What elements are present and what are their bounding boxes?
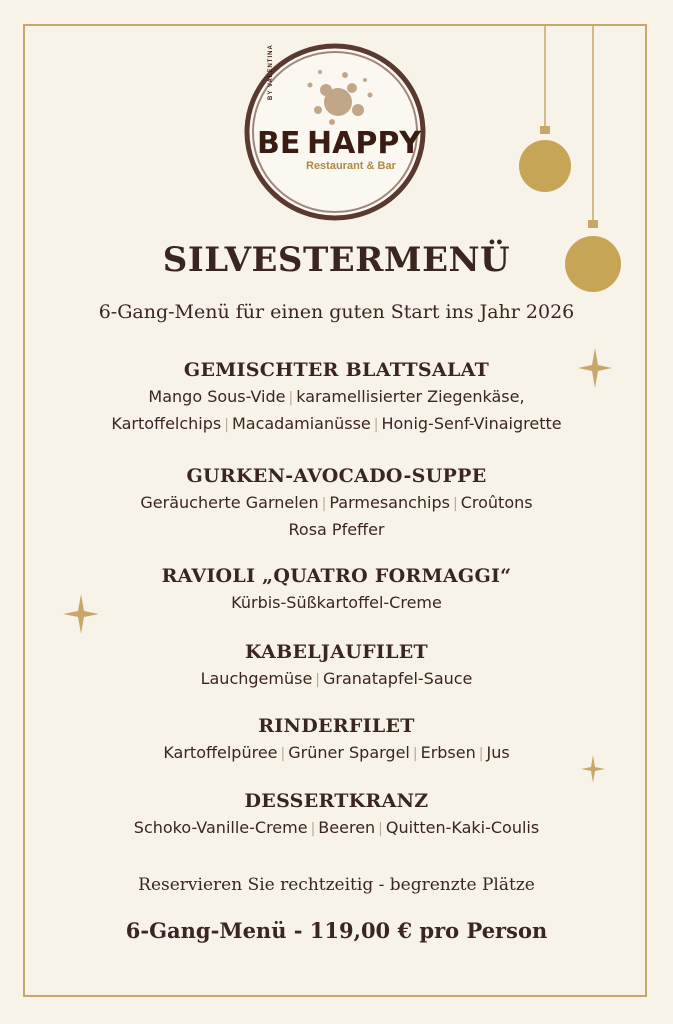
- course-ingredient: karamellisierter Ziegenkäse,: [296, 387, 525, 406]
- course-ingredient: Schoko-Vanille-Creme: [133, 818, 308, 837]
- item-separator: |: [224, 417, 229, 433]
- course-title: RINDERFILET: [258, 715, 415, 737]
- course-item: [40, 787, 633, 842]
- course-ingredient: Granatapfel-Sauce: [323, 669, 473, 688]
- item-separator: |: [412, 746, 418, 762]
- course-ingredient: Lauchgemüse: [200, 669, 313, 688]
- course-description-line: [40, 490, 633, 517]
- course-ingredient: Kürbis-Süßkartoffel-Creme: [231, 593, 442, 612]
- course-ingredient: Mango Sous-Vide: [148, 387, 286, 406]
- course-description-line: [40, 815, 633, 842]
- menu-subtitle: 6-Gang-Menü für einen guten Start ins Jahr 2026: [98, 301, 575, 323]
- course-ingredient: Quitten-Kaki-Coulis: [385, 818, 540, 837]
- course-description-line: [40, 666, 633, 693]
- reservation-note: Reservieren Sie rechtzeitig - begrenzte Plätze: [138, 875, 535, 895]
- logo-brand-be: BE: [257, 126, 301, 161]
- menu-title: SILVESTERMENÜ: [162, 240, 511, 280]
- price-line: 6-Gang-Menü - 119,00 € pro Person: [125, 918, 548, 943]
- course-ingredient: Honig-Senf-Vinaigrette: [381, 414, 562, 433]
- restaurant-logo: [240, 40, 430, 225]
- course-description-line: [40, 740, 633, 767]
- item-separator: |: [315, 672, 320, 688]
- course-ingredient: Rosa Pfeffer: [288, 520, 385, 539]
- item-separator: |: [453, 496, 458, 512]
- course-description-line: [40, 517, 633, 543]
- item-separator: |: [378, 821, 383, 837]
- item-separator: |: [478, 746, 484, 762]
- course-ingredient: Grüner Spargel: [288, 743, 410, 762]
- course-ingredient: Beeren: [318, 818, 376, 837]
- course-ingredient: Kartoffelpüree: [163, 743, 278, 762]
- course-title: DESSERTKRANZ: [244, 790, 429, 812]
- course-item: [40, 462, 633, 543]
- logo-brand-happy: HAPPY: [307, 126, 422, 161]
- item-separator: |: [373, 417, 379, 433]
- course-ingredient: Jus: [486, 743, 510, 762]
- course-description-line: [40, 411, 633, 438]
- course-ingredient: Macadamianüsse: [231, 414, 371, 433]
- course-title: KABELJAUFILET: [245, 641, 428, 663]
- course-title: RAVIOLI „QUATRO FORMAGGI“: [161, 565, 512, 587]
- course-title: GEMISCHTER BLATTSALAT: [183, 359, 490, 381]
- logo-subtitle: Restaurant & Bar: [306, 160, 396, 172]
- item-separator: |: [321, 496, 327, 512]
- item-separator: |: [288, 390, 294, 406]
- course-ingredient: Croûtons: [460, 493, 533, 512]
- course-ingredient: Parmesanchips: [329, 493, 450, 512]
- course-item: [40, 562, 633, 616]
- course-item: [40, 638, 633, 693]
- bauble-icon: [519, 140, 571, 192]
- item-separator: |: [310, 821, 316, 837]
- course-ingredient: Kartoffelchips: [111, 414, 222, 433]
- bauble-icon: [540, 126, 550, 134]
- course-ingredient: Geräucherte Garnelen: [140, 493, 319, 512]
- course-description-line: [40, 590, 633, 616]
- course-item: [40, 712, 633, 767]
- item-separator: |: [280, 746, 286, 762]
- course-item: [40, 356, 633, 438]
- course-description-line: [40, 384, 633, 411]
- course-ingredient: Erbsen: [420, 743, 476, 762]
- logo-byline: BY VALENTINA: [268, 44, 274, 100]
- course-title: GURKEN-AVOCADO-SUPPE: [186, 465, 487, 487]
